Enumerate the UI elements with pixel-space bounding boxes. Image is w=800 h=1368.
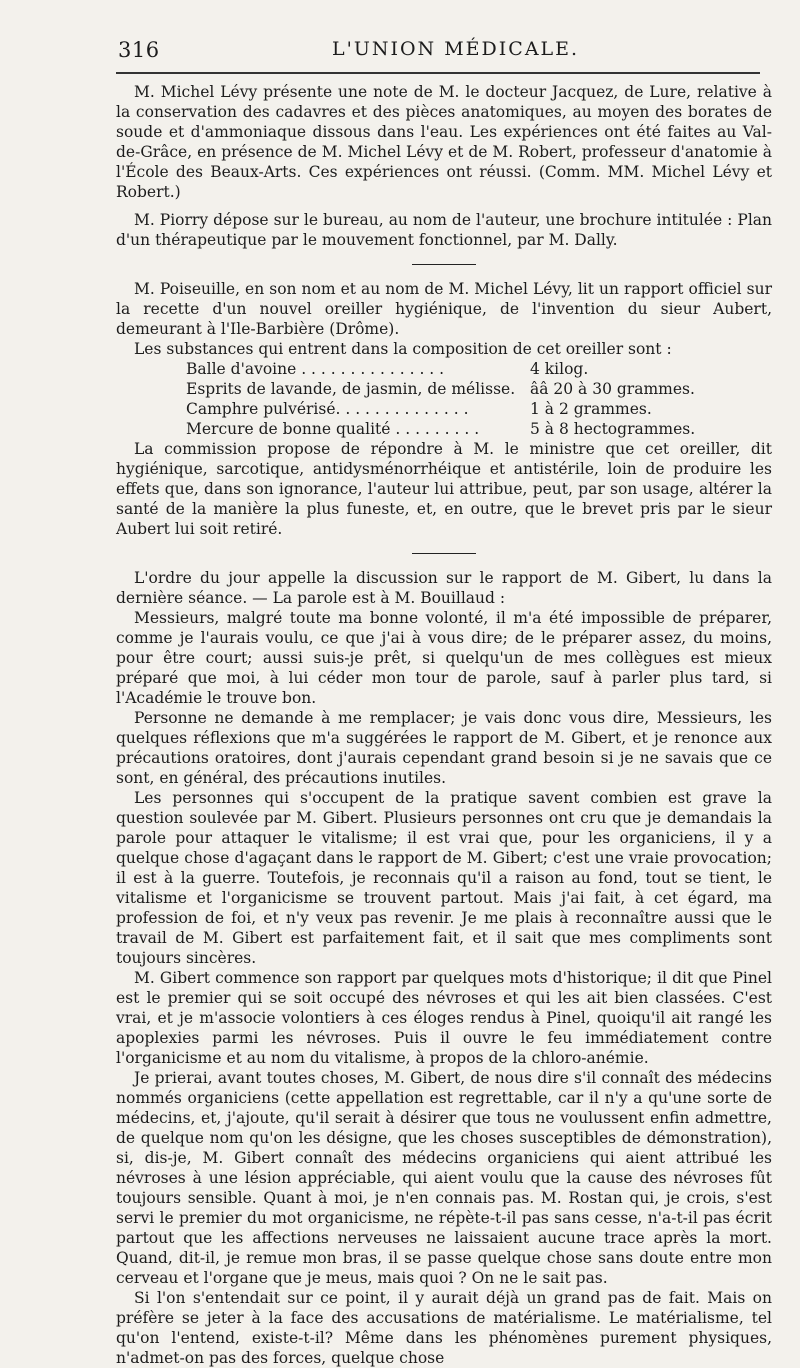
paragraph-commission: La commission propose de répondre à M. le ministre que cet oreiller, dit hygiénique, sarcotique, antidysménorrhéique et antistérile, loin de produire les effets que, dans son ignorance, l'auteur lui attribue, peut, par son usage, altérer la santé de la manière la plus funeste, et, en outre, que le brevet pris par le sieur Aubert lui soit retiré. xyxy=(116,440,772,538)
ingredient-quantity: 5 à 8 hectogrammes. xyxy=(530,420,696,438)
page-header xyxy=(100,38,772,72)
paragraph-speech-1: Messieurs, malgré toute ma bonne volonté, il m'a été impossible de préparer, comme je l'aurais voulu, ce que j'ai à vous dire; de le préparer assez, du moins, pour être court; aussi suis-je prêt, si quelqu'un de mes collègues est mieux préparé que moi, à lui céder mon tour de parole, sauf à parler plus tard, si l'Académie le trouve bon. xyxy=(116,609,772,707)
paragraph-speech-2: Personne ne demande à me remplacer; je vais donc vous dire, Messieurs, les quelques réflexions que m'a suggérées le rapport de M. Gibert, et je renonce aux précautions oratoires, dont j'aurais cependant grand besoin si je ne savais que ce sont, en général, des précautions inutiles. xyxy=(116,709,772,787)
ingredients-table xyxy=(186,359,772,439)
paragraph-substances-intro: Les substances qui entrent dans la composition de cet oreiller sont : xyxy=(134,340,672,358)
page-number: 316 xyxy=(118,38,160,62)
ingredient-name: Esprits de lavande, de jasmin, de mélisse. xyxy=(186,380,516,398)
ingredient-row xyxy=(186,379,772,399)
ingredient-name: Camphre pulvérisé. . . . . . . . . . . . . . xyxy=(186,400,469,418)
section-separator xyxy=(412,553,476,554)
paragraph-piorry: M. Piorry dépose sur le bureau, au nom de l'auteur, une brochure intitulée : Plan d'un thérapeutique par le mouvement fonctionnel, par M. Dally. xyxy=(116,211,772,249)
paragraph-speech-5: Je prierai, avant toutes choses, M. Gibert, de nous dire s'il connaît des médecins nommés organiciens (cette appellation est regrettable, car il n'y a qu'une sorte de médecins, et, j'ajoute, qu'il serait à désirer que tous ne voulussent enfin admettre, de quelque nom qu'on les désigne, que les choses susceptibles de démonstration), si, dis-je, M. Gibert connaît des médecins organiciens qui aient attribué les névroses à une lésion appréciable, qui aient voulu que la cause des névroses fût toujours sensible. Quant à moi, je n'en connais pas. M. Rostan qui, je crois, s'est servi le premier du mot organicisme, ne répète-t-il pas sans cesse, n'a-t-il pas écrit partout que les affections nerveuses ne laissaient aucune trace après la mort. Quand, dit-il, je remue mon bras, il se passe quelque chose sans doute entre mon cerveau et l'organe que je meus, mais quoi ? On ne le sait pas. xyxy=(116,1069,772,1287)
header-rule xyxy=(116,72,760,74)
paragraph-poiseuille: M. Poiseuille, en son nom et au nom de M. Michel Lévy, lit un rapport officiel sur la recette d'un nouvel oreiller hygiénique, de l'invention du sieur Aubert, demeurant à l'Ile-Barbière (Drôme). xyxy=(116,280,772,338)
running-title: L'UNION MÉDICALE. xyxy=(332,38,580,60)
document-body xyxy=(100,82,772,1368)
ingredient-row xyxy=(186,359,772,379)
paragraph-speech-3: Les personnes qui s'occupent de la pratique savent combien est grave la question soulevée par M. Gibert. Plusieurs personnes ont cru que je demandais la parole pour attaquer le vitalisme; il est vrai que, pour les organiciens, il y a quelque chose d'agaçant dans le rapport de M. Gibert; c'est une vraie provocation; il est à la guerre. Toutefois, je reconnais qu'il a raison au fond, tout se tient, le vitalisme et l'organicisme se trouvent partout. Mais j'ai fait, à cet égard, ma profession de foi, et n'y veux pas revenir. Je me plais à reconnaître aussi que le travail de M. Gibert est parfaitement fait, et il sait que mes compliments sont toujours sincères. xyxy=(116,789,772,967)
ingredient-row xyxy=(186,419,772,439)
ingredient-quantity: 1 à 2 grammes. xyxy=(530,400,652,418)
paragraph-levy-note: M. Michel Lévy présente une note de M. le docteur Jacquez, de Lure, relative à la conservation des cadavres et des pièces anatomiques, au moyen des borates de soude et d'ammoniaque dissous dans l'eau. Les expériences ont été faites au Val-de-Grâce, en présence de M. Michel Lévy et de M. Robert, professeur d'anatomie à l'École des Beaux-Arts. Ces expériences ont réussi. (Comm. MM. Michel Lévy et Robert.) xyxy=(116,83,772,201)
ingredient-quantity: ââ 20 à 30 grammes. xyxy=(530,380,695,398)
ingredient-name: Mercure de bonne qualité . . . . . . . . . xyxy=(186,420,480,438)
section-separator xyxy=(412,264,476,265)
paragraph-speech-4: M. Gibert commence son rapport par quelques mots d'historique; il dit que Pinel est le premier qui se soit occupé des névroses et qui les ait bien classées. C'est vrai, et je m'associe volontiers à ces éloges rendus à Pinel, quoiqu'il ait rangé les apoplexies parmi les névroses. Puis il ouvre le feu immédiatement contre l'organicisme et au nom du vitalisme, à propos de la chloro-anémie. xyxy=(116,969,772,1067)
paragraph-ordre-du-jour: L'ordre du jour appelle la discussion sur le rapport de M. Gibert, lu dans la dernière séance. — La parole est à M. Bouillaud : xyxy=(116,569,772,607)
ingredient-name: Balle d'avoine . . . . . . . . . . . . . . . xyxy=(186,360,445,378)
ingredient-row xyxy=(186,399,772,419)
paragraph-speech-6: Si l'on s'entendait sur ce point, il y aurait déjà un grand pas de fait. Mais on préfère se jeter à la face des accusations de matérialisme. Le matérialisme, tel qu'on l'entend, existe-t-il? Même dans les phénomènes purement physiques, n'admet-on pas des forces, quelque chose xyxy=(116,1289,772,1367)
ingredient-quantity: 4 kilog. xyxy=(530,360,589,378)
